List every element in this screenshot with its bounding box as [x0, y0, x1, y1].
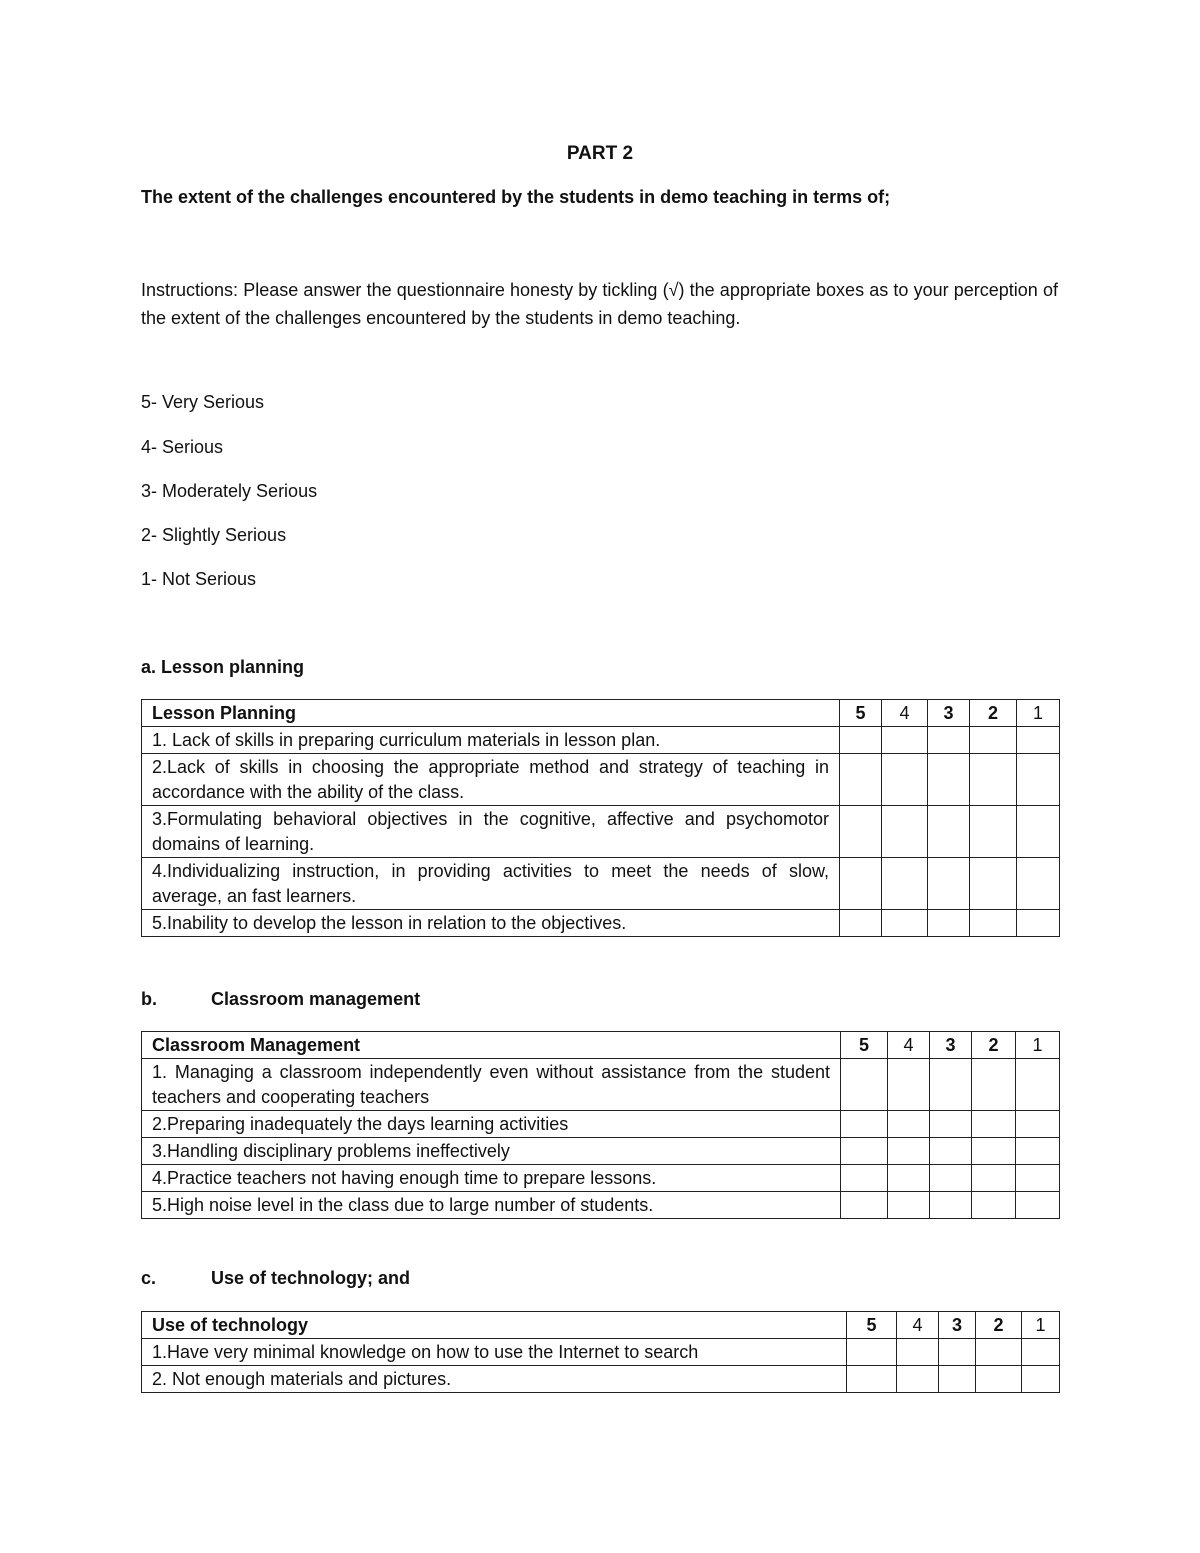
- rating-checkbox-cell[interactable]: [888, 1111, 930, 1138]
- rating-checkbox-cell[interactable]: [970, 754, 1017, 806]
- table-row: [142, 1138, 1060, 1165]
- part-title: PART 2: [566, 143, 634, 164]
- rating-checkbox-cell[interactable]: [930, 1111, 972, 1138]
- section-title: Use of technology; and: [211, 1268, 411, 1288]
- item-text: 4.Individualizing instruction, in providing activities to meet the needs of slow, average, an fast learners.: [142, 858, 840, 910]
- rating-checkbox-cell[interactable]: [928, 806, 970, 858]
- rating-checkbox-cell[interactable]: [1016, 1059, 1060, 1111]
- rating-checkbox-cell[interactable]: [930, 1192, 972, 1219]
- rating-checkbox-cell[interactable]: [928, 858, 970, 910]
- rating-column-header: 3: [930, 1032, 972, 1059]
- rating-checkbox-cell[interactable]: [1016, 1165, 1060, 1192]
- rating-checkbox-cell[interactable]: [1016, 1138, 1060, 1165]
- rating-checkbox-cell[interactable]: [888, 1059, 930, 1111]
- rating-checkbox-cell[interactable]: [841, 1192, 888, 1219]
- rating-checkbox-cell[interactable]: [841, 1165, 888, 1192]
- rating-checkbox-cell[interactable]: [972, 1111, 1016, 1138]
- rating-checkbox-cell[interactable]: [897, 1339, 939, 1366]
- rating-checkbox-cell[interactable]: [1017, 910, 1060, 937]
- rating-checkbox-cell[interactable]: [970, 727, 1017, 754]
- lesson-planning-table: [141, 699, 1060, 937]
- rating-checkbox-cell[interactable]: [972, 1138, 1016, 1165]
- item-text: 5.Inability to develop the lesson in relation to the objectives.: [142, 910, 840, 937]
- rating-column-header: 5: [841, 1032, 888, 1059]
- rating-column-header: 4: [882, 700, 928, 727]
- section-title: Classroom management: [211, 989, 421, 1009]
- rating-checkbox-cell[interactable]: [939, 1366, 976, 1393]
- table-header-row: [142, 1312, 1060, 1339]
- rating-column-header: 1: [1022, 1312, 1060, 1339]
- instructions: Instructions: Please answer the questionnaire honesty by tickling (√) the appropriate boxes as to your perception of the extent of the challenges encountered by the students in demo teaching.: [141, 280, 1058, 328]
- scale-item: 2- Slightly Serious: [141, 525, 287, 545]
- rating-checkbox-cell[interactable]: [928, 754, 970, 806]
- rating-checkbox-cell[interactable]: [847, 1366, 897, 1393]
- item-text: 3.Formulating behavioral objectives in the cognitive, affective and psychomotor domains of learning.: [142, 806, 840, 858]
- section-title: Lesson planning: [161, 657, 305, 677]
- item-text: 1. Managing a classroom independently even without assistance from the student teachers and cooperating teachers: [142, 1059, 841, 1111]
- table-row: [142, 754, 1060, 806]
- table-header-label: Use of technology: [142, 1312, 847, 1339]
- rating-checkbox-cell[interactable]: [928, 910, 970, 937]
- rating-checkbox-cell[interactable]: [928, 727, 970, 754]
- table-header-label: Lesson Planning: [142, 700, 840, 727]
- item-text: 3.Handling disciplinary problems ineffectively: [142, 1138, 841, 1165]
- item-text: 4.Practice teachers not having enough time to prepare lessons.: [142, 1165, 841, 1192]
- rating-checkbox-cell[interactable]: [1017, 754, 1060, 806]
- rating-checkbox-cell[interactable]: [882, 727, 928, 754]
- rating-checkbox-cell[interactable]: [930, 1059, 972, 1111]
- section-letter: b.: [141, 989, 157, 1009]
- item-text: 2.Preparing inadequately the days learning activities: [142, 1111, 841, 1138]
- rating-checkbox-cell[interactable]: [882, 910, 928, 937]
- rating-column-header: 4: [897, 1312, 939, 1339]
- section-heading-classroom-management: [141, 989, 420, 1010]
- table-row: [142, 858, 1060, 910]
- rating-checkbox-cell[interactable]: [1022, 1339, 1060, 1366]
- scale-item: 5- Very Serious: [141, 392, 265, 412]
- table-row: [142, 1339, 1060, 1366]
- rating-checkbox-cell[interactable]: [976, 1339, 1022, 1366]
- rating-checkbox-cell[interactable]: [972, 1059, 1016, 1111]
- rating-checkbox-cell[interactable]: [930, 1165, 972, 1192]
- table-row: [142, 806, 1060, 858]
- rating-checkbox-cell[interactable]: [970, 910, 1017, 937]
- item-text: 1.Have very minimal knowledge on how to use the Internet to search: [142, 1339, 847, 1366]
- rating-checkbox-cell[interactable]: [882, 754, 928, 806]
- table-row: [142, 1111, 1060, 1138]
- rating-checkbox-cell[interactable]: [847, 1339, 897, 1366]
- rating-checkbox-cell[interactable]: [840, 858, 882, 910]
- classroom-management-table: [141, 1031, 1060, 1219]
- item-text: 2.Lack of skills in choosing the appropriate method and strategy of teaching in accordance with the ability of the class.: [142, 754, 840, 806]
- scale-item: 4- Serious: [141, 437, 224, 457]
- use-of-technology-table: [141, 1311, 1060, 1393]
- rating-column-header: 5: [840, 700, 882, 727]
- table-row: [142, 1192, 1060, 1219]
- rating-column-header: 2: [976, 1312, 1022, 1339]
- rating-column-header: 2: [972, 1032, 1016, 1059]
- rating-checkbox-cell[interactable]: [1017, 806, 1060, 858]
- rating-checkbox-cell[interactable]: [882, 806, 928, 858]
- section-letter: a.: [141, 657, 157, 677]
- rating-checkbox-cell[interactable]: [972, 1192, 1016, 1219]
- table-row: [142, 1366, 1060, 1393]
- rating-checkbox-cell[interactable]: [972, 1165, 1016, 1192]
- rating-column-header: 3: [928, 700, 970, 727]
- section-heading-use-of-technology: [141, 1268, 410, 1289]
- rating-column-header: 4: [888, 1032, 930, 1059]
- rating-column-header: 1: [1016, 1032, 1060, 1059]
- rating-checkbox-cell[interactable]: [930, 1138, 972, 1165]
- table-row: [142, 1165, 1060, 1192]
- rating-checkbox-cell[interactable]: [1022, 1366, 1060, 1393]
- rating-checkbox-cell[interactable]: [840, 806, 882, 858]
- rating-checkbox-cell[interactable]: [840, 910, 882, 937]
- rating-column-header: 5: [847, 1312, 897, 1339]
- rating-checkbox-cell[interactable]: [1017, 727, 1060, 754]
- rating-checkbox-cell[interactable]: [939, 1339, 976, 1366]
- rating-checkbox-cell[interactable]: [1016, 1111, 1060, 1138]
- table-header-row: [142, 700, 1060, 727]
- table-row: [142, 1059, 1060, 1111]
- scale-item: 3- Moderately Serious: [141, 481, 318, 501]
- rating-checkbox-cell[interactable]: [888, 1192, 930, 1219]
- table-header-row: [142, 1032, 1060, 1059]
- section-letter: c.: [141, 1268, 157, 1288]
- subtitle: The extent of the challenges encountered by the students in demo teaching in terms of;: [141, 187, 891, 207]
- rating-checkbox-cell[interactable]: [1016, 1192, 1060, 1219]
- rating-checkbox-cell[interactable]: [840, 754, 882, 806]
- item-text: 5.High noise level in the class due to large number of students.: [142, 1192, 841, 1219]
- rating-checkbox-cell[interactable]: [970, 858, 1017, 910]
- table-row: [142, 910, 1060, 937]
- item-text: 2. Not enough materials and pictures.: [142, 1366, 847, 1393]
- rating-checkbox-cell[interactable]: [970, 806, 1017, 858]
- rating-checkbox-cell[interactable]: [897, 1366, 939, 1393]
- scale-item: 1- Not Serious: [141, 569, 257, 589]
- rating-checkbox-cell[interactable]: [976, 1366, 1022, 1393]
- rating-column-header: 3: [939, 1312, 976, 1339]
- rating-column-header: 1: [1017, 700, 1060, 727]
- rating-checkbox-cell[interactable]: [1017, 858, 1060, 910]
- rating-checkbox-cell[interactable]: [841, 1138, 888, 1165]
- rating-checkbox-cell[interactable]: [888, 1165, 930, 1192]
- section-heading-lesson-planning: [141, 657, 304, 678]
- rating-checkbox-cell[interactable]: [882, 858, 928, 910]
- rating-checkbox-cell[interactable]: [888, 1138, 930, 1165]
- rating-checkbox-cell[interactable]: [840, 727, 882, 754]
- item-text: 1. Lack of skills in preparing curriculum materials in lesson plan.: [142, 727, 840, 754]
- table-header-label: Classroom Management: [142, 1032, 841, 1059]
- rating-checkbox-cell[interactable]: [841, 1059, 888, 1111]
- table-row: [142, 727, 1060, 754]
- rating-column-header: 2: [970, 700, 1017, 727]
- rating-checkbox-cell[interactable]: [841, 1111, 888, 1138]
